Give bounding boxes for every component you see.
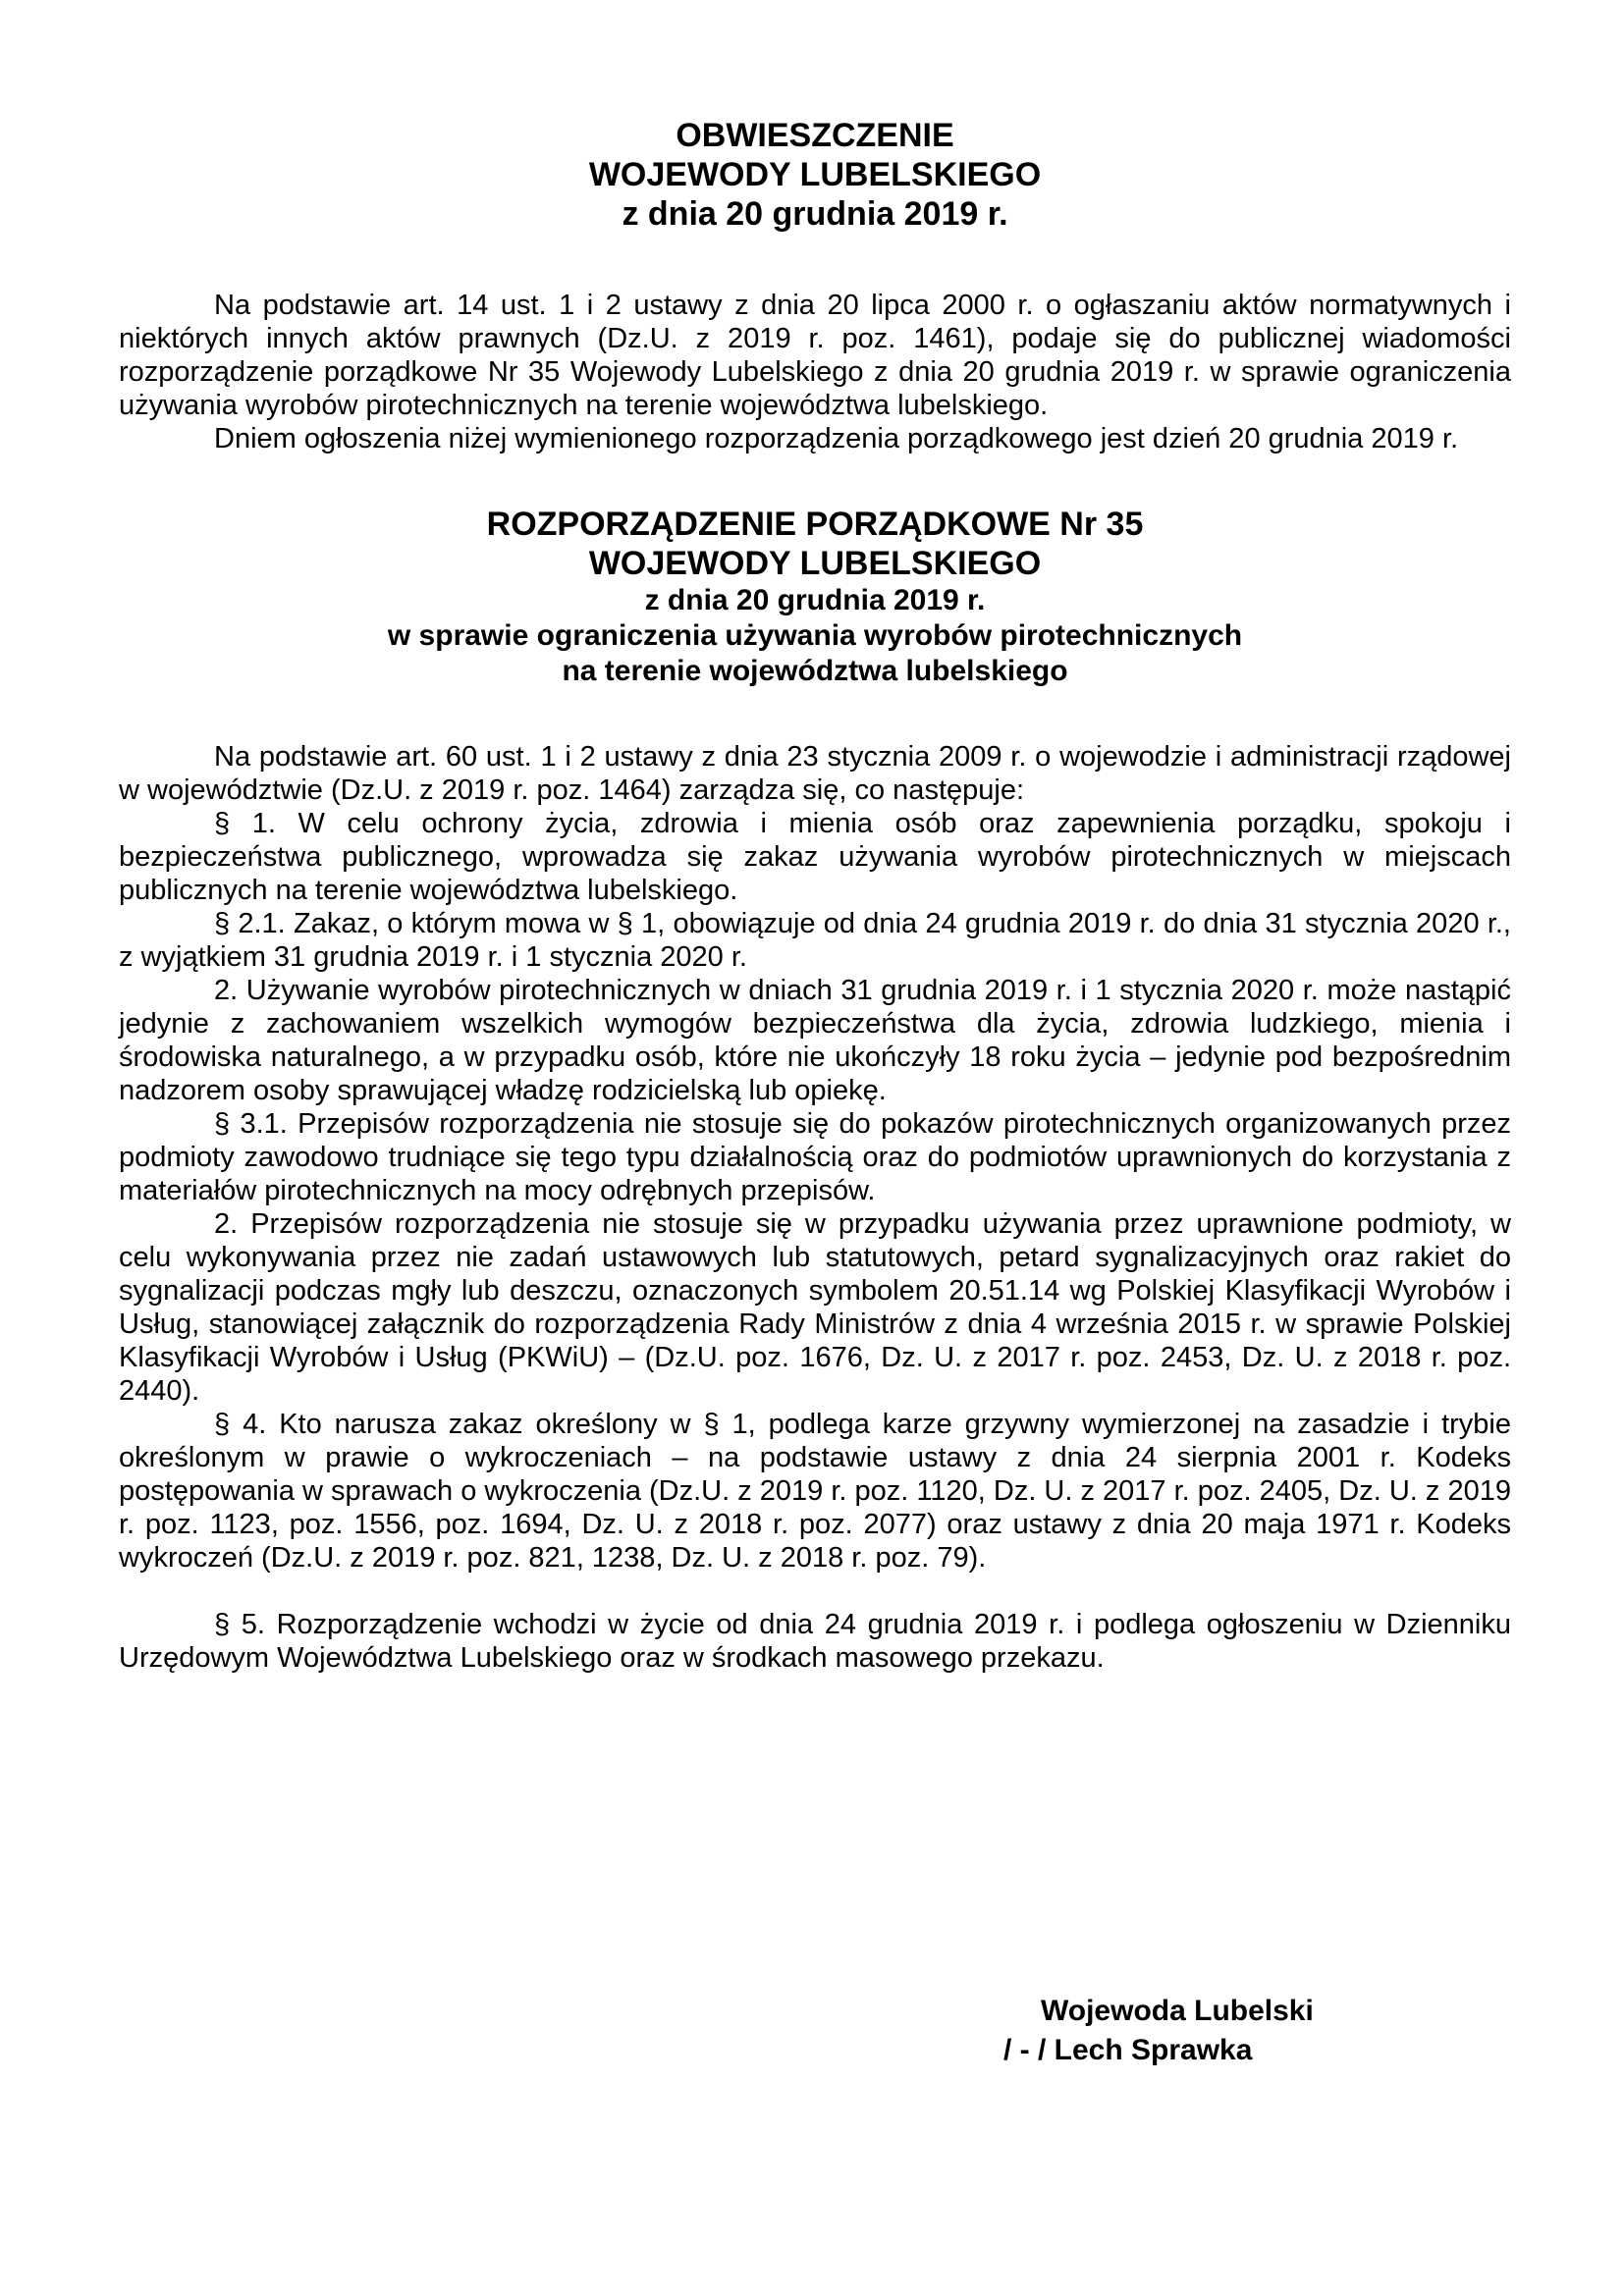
regulation-date: z dnia 20 grudnia 2019 r. (644, 584, 986, 616)
section-3-2: 2. Przepisów rozporządzenia nie stosuje się w przypadku używania przez uprawnione podmioty, w celu wykonywania przez nie zadań ustawowych lub statutowych, petard sygnalizacyjnych oraz rakiet do sygnalizacji podczas mgły lub deszczu, oznaczonych symbolem 20.51.14 wg Polskiej Klasyfikacji Wyrobów i Usług, stanowiącej załącznik do rozporządzenia Rady Ministrów z dnia 4 września 2015 r. w sprawie Polskiej Klasyfikacji Wyrobów i Usług (PKWiU) – (Dz.U. poz. 1676, Dz. U. z 2017 r. poz. 2453, Dz. U. z 2018 r. poz. 2440). (119, 1208, 1511, 1407)
signature-name: / - / Lech Sprawka (1003, 2034, 1253, 2066)
section-5: § 5. Rozporządzenie wchodzi w życie od dnia 24 grudnia 2019 r. i podlega ogłoszeniu w Dzienniku Urzędowym Województwa Lubelskiego oraz w środkach masowego przekazu. (119, 1609, 1511, 1674)
regulation-intro: Na podstawie art. 60 ust. 1 i 2 ustawy z dnia 23 stycznia 2009 r. o wojewodzie i administracji rządowej w województwie (Dz.U. z 2019 r. poz. 1464) zarządza się, co następuje: (119, 741, 1511, 806)
notice-date: z dnia 20 grudnia 2019 r. (622, 195, 1008, 233)
notice-title: OBWIESZCZENIE (676, 117, 954, 154)
section-4: § 4. Kto narusza zakaz określony w § 1, podlega karze grzywny wymierzonej na zasadzie i trybie określonym w prawie o wykroczeniach – na podstawie ustawy z dnia 24 sierpnia 2001 r. Kodeks postępowania w sprawach o wykroczenia (Dz.U. z 2019 r. poz. 1120, Dz. U. z 2017 r. poz. 2405, Dz. U. z 2019 r. poz. 1123, poz. 1556, poz. 1694, Dz. U. z 2018 r. poz. 2077) oraz ustawy z dnia 20 maja 1971 r. Kodeks wykroczeń (Dz.U. z 2019 r. poz. 821, 1238, Dz. U. z 2018 r. poz. 79). (119, 1409, 1511, 1574)
regulation-title: ROZPORZĄDZENIE PORZĄDKOWE Nr 35 (486, 506, 1144, 543)
section-2-2: 2. Używanie wyrobów pirotechnicznych w dniach 31 grudnia 2019 r. i 1 stycznia 2020 r. może nastąpić jedynie z zachowaniem wszelkich wymogów bezpieczeństwa dla życia, zdrowia ludzkiego, mienia i środowiska naturalnego, a w przypadku osób, które nie ukończyły 18 roku życia – jedynie pod bezpośrednim nadzorem osoby sprawującej władzę rodzicielską lub opiekę. (119, 975, 1511, 1106)
section-3-1: § 3.1. Przepisów rozporządzenia nie stosuje się do pokazów pirotechnicznych organizowanych przez podmioty zawodowo trudniące się tego typu działalnością oraz do podmiotów uprawnionych do korzystania z materiałów pirotechnicznych na mocy odrębnych przepisów. (119, 1108, 1511, 1206)
notice-paragraph-1: Na podstawie art. 14 ust. 1 i 2 ustawy z dnia 20 lipca 2000 r. o ogłaszaniu aktów normatywnych i niektórych innych aktów prawnych (Dz.U. z 2019 r. poz. 1461), podaje się do publicznej wiadomości rozporządzenie porządkowe Nr 35 Wojewody Lubelskiego z dnia 20 grudnia 2019 r. w sprawie ograniczenia używania wyrobów pirotechnicznych na terenie województwa lubelskiego. (119, 290, 1511, 421)
notice-issuer: WOJEWODY LUBELSKIEGO (588, 156, 1042, 193)
signature-role: Wojewoda Lubelski (1041, 1995, 1314, 2027)
regulation-subject-line-2: na terenie województwa lubelskiego (562, 655, 1068, 687)
regulation-issuer: WOJEWODY LUBELSKIEGO (588, 545, 1042, 582)
signature-block (1003, 1994, 1314, 2068)
notice-paragraph-2: Dniem ogłoszenia niżej wymienionego rozporządzenia porządkowego jest dzień 20 grudnia 2019 r. (214, 423, 1459, 454)
section-2-1: § 2.1. Zakaz, o którym mowa w § 1, obowiązuje od dnia 24 grudnia 2019 r. do dnia 31 stycznia 2020 r., z wyjątkiem 31 grudnia 2019 r. i 1 stycznia 2020 r. (119, 908, 1511, 973)
regulation-subject-line-1: w sprawie ograniczenia używania wyrobów pirotechnicznych (387, 619, 1243, 652)
section-1: § 1. W celu ochrony życia, zdrowia i mienia osób oraz zapewnienia porządku, spokoju i bezpieczeństwa publicznego, wprowadza się zakaz używania wyrobów pirotechnicznych w miejscach publicznych na terenie województwa lubelskiego. (119, 808, 1511, 906)
document-content (119, 116, 1511, 1675)
